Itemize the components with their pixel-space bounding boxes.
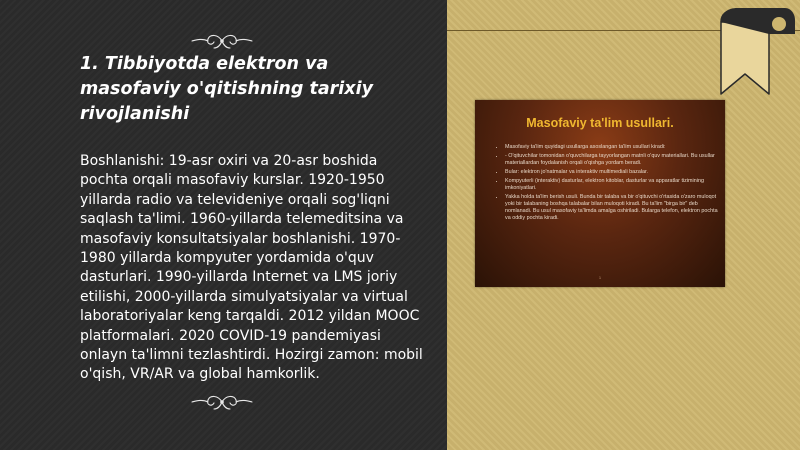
list-item: • - O'qituvchilar tomonidan o'quvchilarga tayyorlangan matnli o'quv materiallari. Bu usullar materiallardan foydalanish orqali o'qishga yordam beradi. <box>505 153 723 167</box>
slide-body-text: Boshlanishi: 19-asr oxiri va 20-asr boshida pochta orqali masofaviy kurslar. 1920-1950 yillarda radio va televideniye orqali sog'liqni saqlash ta'limi. 1960-yillarda telemeditsina va masofaviy konsultatsiyalar boshlanishi. 1970-1980 yillarda kompyuter yordamida o'quv dasturlari. 1990-yillarda Internet va LMS joriy etilishi, 2000-yillarda simulyatsiyalar va virtual laboratoriyalar keng tarqaldi. 2012 yildan MOOC platformalari. 2020 COVID-19 pandemiyasi onlayn ta'limni tezlashtirdi. Hozirgi zamon: mobil o'qish, VR/AR va global hamkorlik. <box>80 153 423 383</box>
embedded-slide-list <box>495 144 723 224</box>
list-item: • Bular: elektron jo'natmalar va interaktiv multimediali bazalar. <box>505 169 723 176</box>
embedded-slide-image <box>475 100 725 287</box>
list-item: • Kompyuterli (interaktiv) dasturlar, elektron kitoblar, dasturlar va apparatlar tizimining imkoniyatlari. <box>505 178 723 192</box>
list-item: • Yakka holda ta'lim berish usuli. Bunda bir talaba va bir o'qituvchi o'rtasida o'zaro muloqot yoki bir talabaning boshqa talabalar bilan muloqoti kiradi. Bu ta'lim "birga bir" deb nomlanadi. Bu usul masofaviy ta'limda amalga oshiriladi. Bularga telefon, elektron pochta va oddiy pochta kiradi. <box>505 194 723 222</box>
bookmark-ribbon-icon <box>717 0 797 100</box>
scroll-ornament-icon <box>190 391 254 413</box>
embedded-slide-title: Masofaviy ta'lim usullari. <box>526 116 674 130</box>
embedded-slide-footer: 1 <box>598 275 602 280</box>
scroll-ornament-icon <box>190 30 254 52</box>
list-item: • Masofaviy ta'lim quyidagi usullarga asoslangan ta'lim usullari kiradi: <box>505 144 723 151</box>
slide-title: 1. Tibbiyotda elektron va masofaviy o'qitishning tarixiy rivojlanishi <box>80 54 373 124</box>
